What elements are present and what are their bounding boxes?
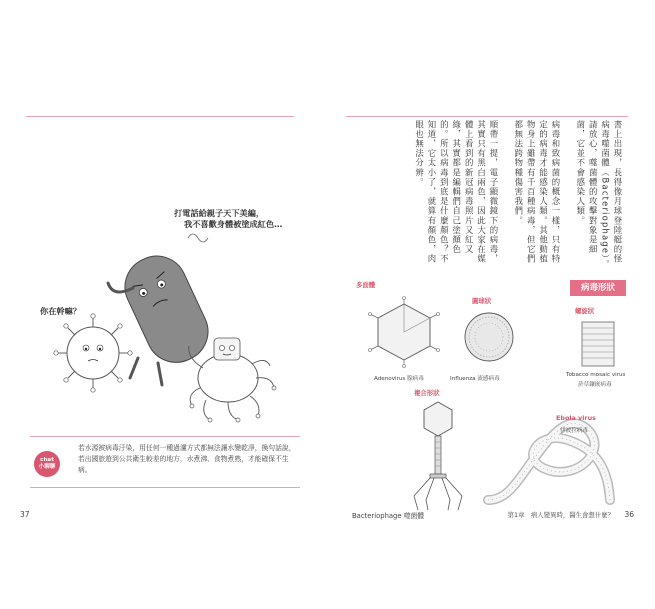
bacteriophage-drawing: [408, 400, 468, 512]
page-number-left: 37: [20, 510, 30, 519]
right-page: [338, 98, 636, 526]
paragraph-2: 病毒和致病菌的概念一樣，只有特定的病毒才能感染人類。其他動植物身上雖帶有千百種病毒，但它們都無法跨物種傷害我們。: [513, 120, 561, 264]
virus-characters-illustration: [38, 228, 288, 438]
ebola-drawing: [478, 400, 618, 510]
label-helical: 螺旋狀: [575, 307, 595, 315]
vertical-text-body: [401, 120, 624, 272]
book-spread: [18, 98, 636, 526]
tip-text: 若水源被病毒汙染，用任何一種過濾方式都無法讓水變乾淨，換句話說，若出國旅遊到公共衛生較差的地方，水煮沸、食物煮熟，才能確保不生病。: [78, 444, 296, 474]
left-page: [18, 98, 323, 526]
speech-bubble-what: 你在幹嘛？: [40, 306, 81, 316]
tobacco-mosaic-drawing: [578, 320, 618, 368]
label-complex: 複合形狀: [414, 389, 440, 397]
top-rule: [26, 116, 294, 117]
adenovirus-drawing: [364, 298, 444, 368]
caption-ebola-zh: 伊波拉病毒: [560, 428, 588, 434]
speech-bubble-phone: 打電話給親子天下美編，: [174, 208, 265, 218]
influenza-drawing: [462, 310, 516, 364]
chat-badge: [34, 451, 60, 477]
caption-ebola-en: Ebola virus: [556, 414, 596, 422]
chapter-footer: 第1章 病人變異時，醫生會想什麼？: [507, 511, 614, 519]
caption-influenza: Influenza 流感病毒: [450, 376, 500, 382]
caption-tobacco-en: Tobacco mosaic virus: [566, 372, 626, 378]
caption-adenovirus: Adenovirus 腺病毒: [374, 376, 424, 382]
top-rule-right: [346, 116, 628, 117]
paragraph-3: 順帶一提，電子顯微鏡下的病毒，其實只有黑白兩色，因此大家在媒體上看到的新冠病毒照片又紅又綠，其實都是編輯們自己塗顏色的。所以病毒到底是什麼顏色？不知道，它太小了，就算有顏色，肉眼也無法分辨。: [414, 120, 499, 264]
chat-badge-line2: 小聊聊: [38, 464, 56, 470]
page-number-right: 36: [624, 510, 634, 519]
speech-bubble-phone-line2: 我不喜歡身體被塗成紅色…: [184, 219, 283, 229]
caption-tobacco-zh: 菸草鑲嵌病毒: [578, 382, 612, 388]
paragraph-1: 書上出現，長得像月球登陸艇的怪病毒噬菌體（Bacteriophage）。請放心，噬菌體的攻擊對象是細菌，它並不會感染人類。: [575, 120, 623, 270]
footer-bacteriophage: Bacteriophage 噬菌體: [352, 512, 425, 520]
label-polyhedral: 多面體: [356, 281, 376, 289]
virus-shapes-tag: 病毒形狀: [570, 280, 626, 296]
label-spherical: 圓球狀: [472, 297, 492, 305]
chat-badge-line1: chat: [40, 457, 54, 464]
tip-box: [30, 436, 300, 488]
